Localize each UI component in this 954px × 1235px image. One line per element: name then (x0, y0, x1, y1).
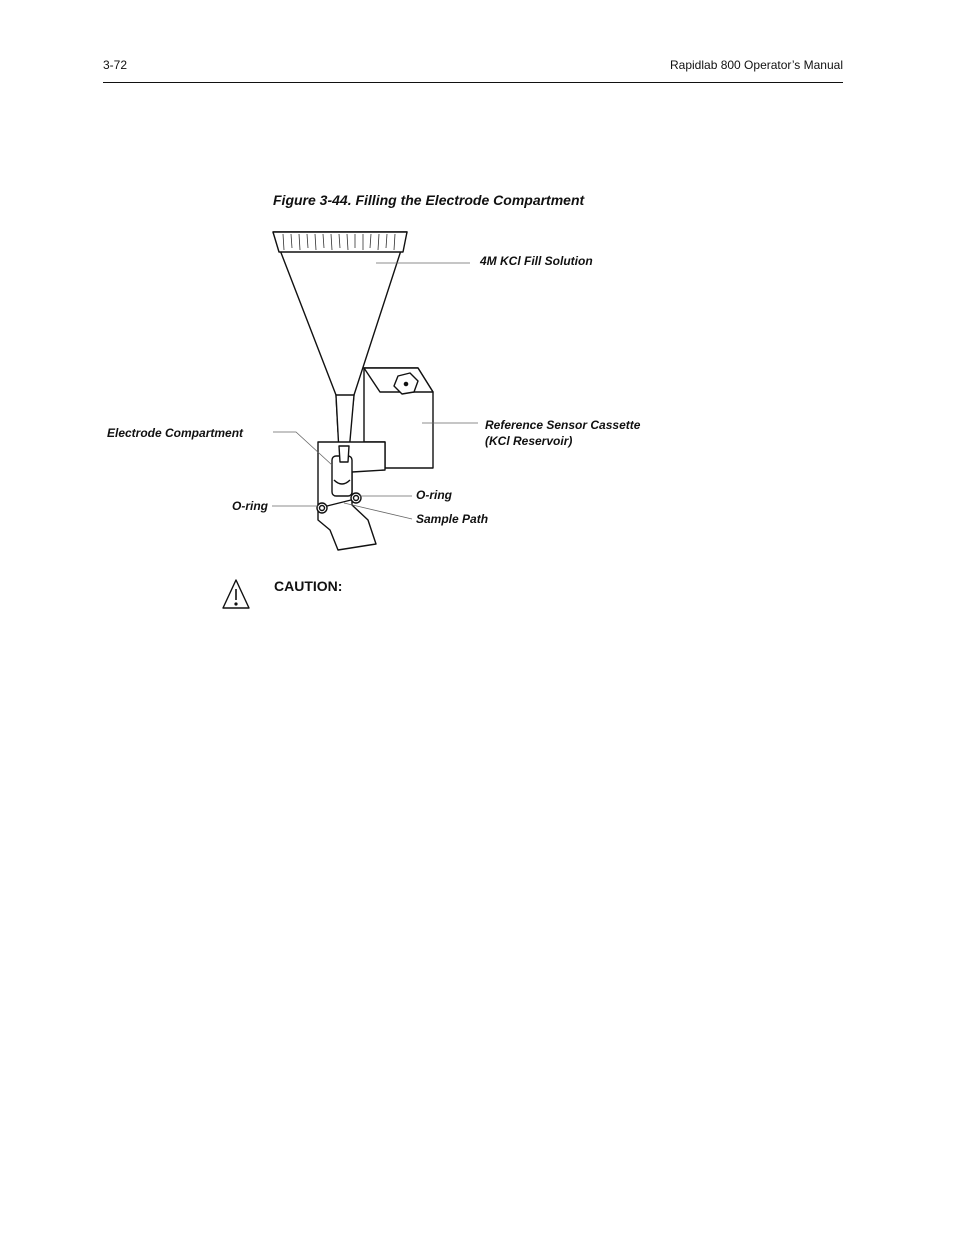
warning-triangle-icon (223, 580, 249, 608)
manual-title: Rapidlab 800 Operator’s Manual (670, 58, 843, 72)
figure-caption: Figure 3-44. Filling the Electrode Compartment (273, 192, 585, 208)
oring-right-label: O-ring (416, 488, 452, 502)
reference-cassette-label (485, 417, 640, 449)
reference-cassette-label-line2: (KCl Reservoir) (485, 434, 573, 448)
oring-left-label: O-ring (232, 499, 268, 513)
electrode-compartment-label: Electrode Compartment (107, 426, 244, 440)
sample-path-label: Sample Path (416, 512, 489, 526)
caution-label: CAUTION: (274, 578, 343, 594)
fill-solution-label: 4M KCl Fill Solution (480, 254, 593, 268)
reference-cassette-label-line1: Reference Sensor Cassette (485, 418, 641, 432)
page-number: 3-72 (103, 58, 128, 72)
